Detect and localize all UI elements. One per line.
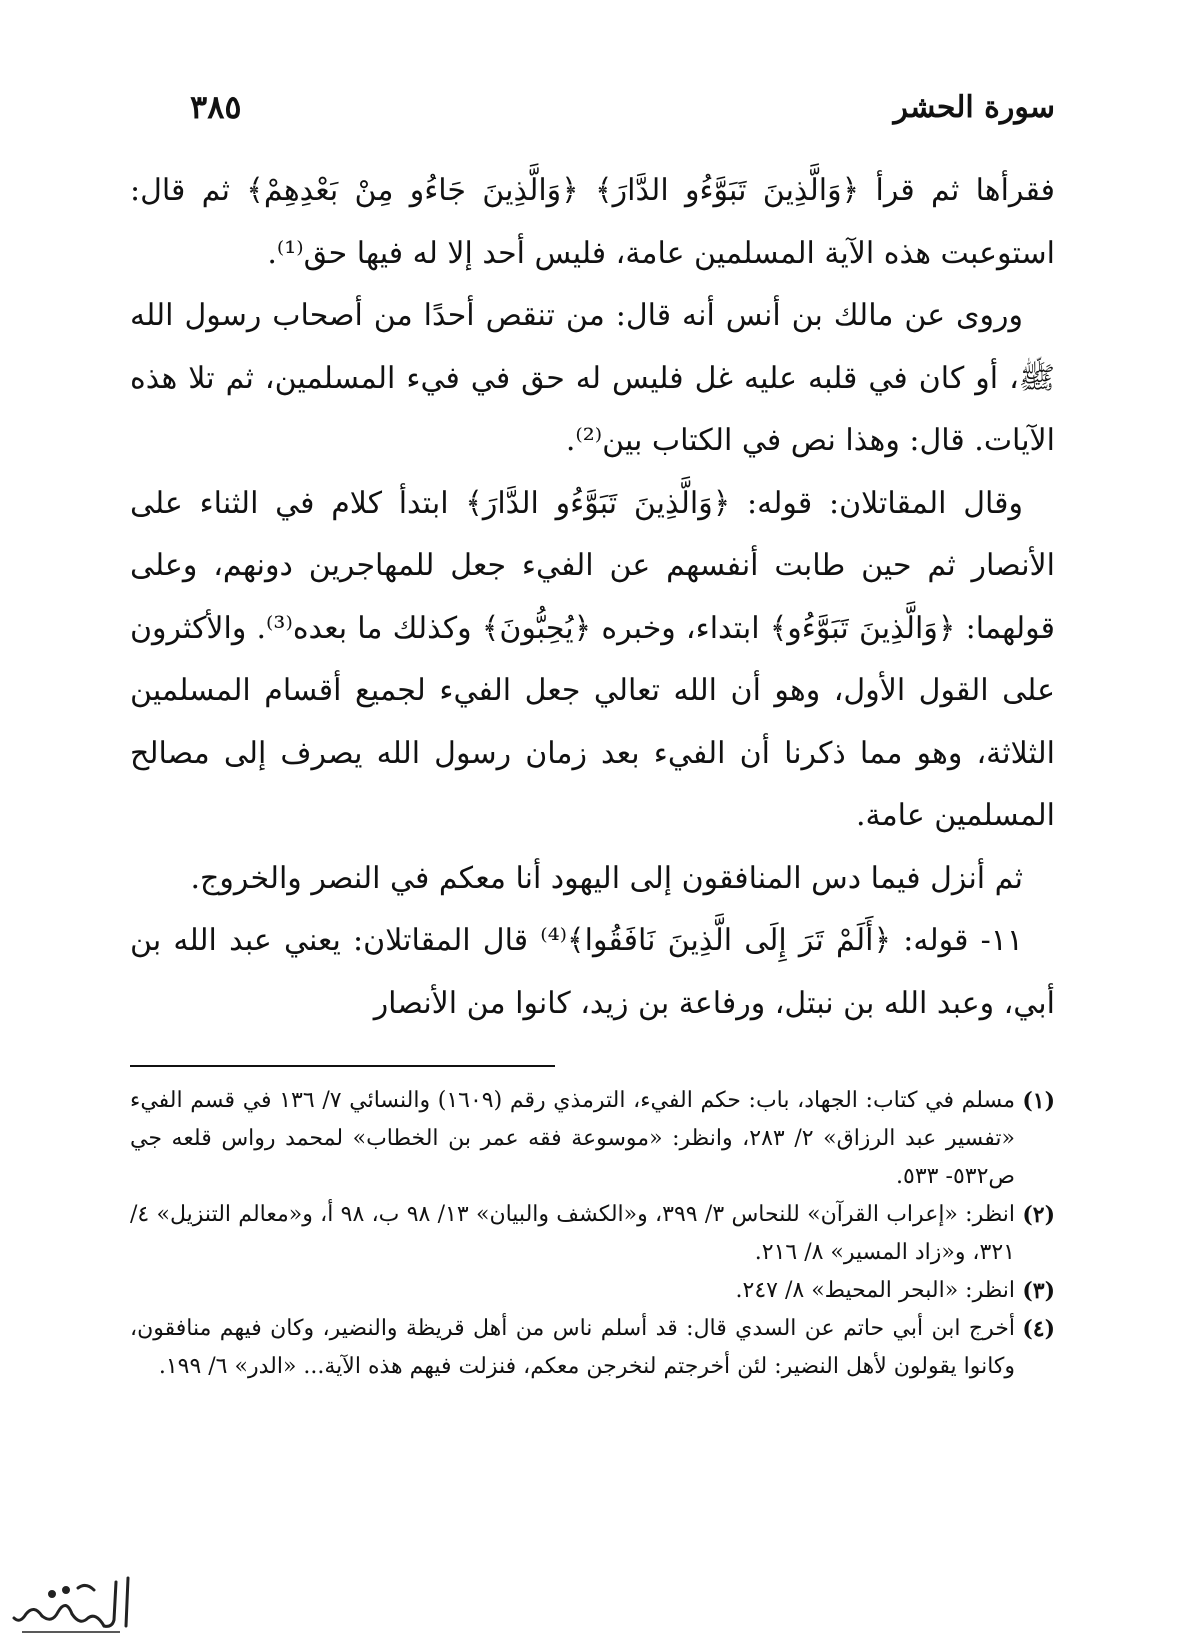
footnote-4 <box>130 1310 1055 1386</box>
watermark-logo <box>8 1568 136 1640</box>
document-page <box>130 0 1055 1650</box>
footnote-1 <box>130 1082 1055 1196</box>
footnote-number: (١) <box>1022 1088 1055 1114</box>
footnote-text: انظر: «إعراب القرآن» للنحاس ٣/ ٣٩٩، و«الكشف والبيان» ١٣/ ٩٨ ب، ٩٨ أ، و«معالم التنزيل» ٤/ ٣٢١، و«زاد المسير» ٨/ ٢١٦. <box>130 1202 1016 1265</box>
footnote-number: (٤) <box>1022 1316 1055 1342</box>
footnote-3 <box>130 1272 1055 1310</box>
main-text <box>130 160 1055 1035</box>
footnote-divider <box>130 1065 555 1067</box>
footnote-text: انظر: «البحر المحيط» ٨/ ٢٤٧. <box>735 1278 1015 1303</box>
logo-calligraphy-icon <box>14 1578 128 1626</box>
page-number: ٣٨٥ <box>190 88 242 126</box>
paragraph-3: وقال المقاتلان: قوله: ﴿وَالَّذِينَ تَبَوَّءُو الدَّارَ﴾ ابتدأ كلام في الثناء على الأنصار ثم حين طابت أنفسهم عن الفيء جعل للمهاجرين دونهم، وعلى قولهما: ﴿وَالَّذِينَ تَبَوَّءُو﴾ ابتداء، وخبره ﴿يُحِبُّونَ﴾ وكذلك ما بعده⁽³⁾. والأكثرون على القول الأول، وهو أن الله تعالي جعل الفيء لجميع أقسام المسلمين الثلاثة، وهو مما ذكرنا أن الفيء بعد زمان رسول الله يصرف إلى مصالح المسلمين عامة. <box>130 485 1055 833</box>
page-header <box>130 82 1055 132</box>
paragraph-1: فقرأها ثم قرأ ﴿وَالَّذِينَ تَبَوَّءُو الدَّارَ﴾ ﴿وَالَّذِينَ جَاءُو مِنْ بَعْدِهِمْ﴾ ثم قال: استوعبت هذه الآية المسلمين عامة، فليس أحد إلا له فيها حق⁽¹⁾. <box>130 173 1055 271</box>
footnote-number: (٢) <box>1022 1202 1055 1228</box>
footnote-text: أخرج ابن أبي حاتم عن السدي قال: قد أسلم ناس من أهل قريظة والنضير، وكان فيهم منافقون، وكانوا يقولون لأهل النضير: لئن أخرجتم لنخرجن معكم، فنزلت فيهم هذه الآية... «الدر» ٦/ ١٩٩. <box>130 1316 1015 1379</box>
footnote-text: مسلم في كتاب: الجهاد، باب: حكم الفيء، الترمذي رقم (١٦٠٩) والنسائي ٧/ ١٣٦ في قسم الفيء «تفسير عبد الرزاق» ٢/ ٢٨٣، وانظر: «موسوعة فقه عمر بن الخطاب» لمحمد رواس قلعه جي ص٥٣٢- ٥٣٣. <box>130 1088 1015 1189</box>
surah-title: سورة الحشر <box>893 89 1055 125</box>
footnotes <box>130 1082 1055 1386</box>
footnote-number: (٣) <box>1022 1278 1055 1304</box>
footnote-2 <box>130 1196 1055 1272</box>
paragraph-4: ثم أنزل فيما دس المنافقون إلى اليهود أنا معكم في النصر والخروج. <box>190 860 1023 896</box>
paragraph-2: وروى عن مالك بن أنس أنه قال: من تنقص أحدًا من أصحاب رسول الله ﷺ، أو كان في قلبه عليه غل فليس له حق في فيء المسلمين، ثم تلا هذه الآيات. قال: وهذا نص في الكتاب بين⁽²⁾. <box>130 298 1055 458</box>
paragraph-5: ١١- قوله: ﴿أَلَمْ تَرَ إِلَى الَّذِينَ نَافَقُوا﴾⁽⁴⁾ قال المقاتلان: يعني عبد الله بن أبي، وعبد الله بن نبتل، ورفاعة بن زيد، كانوا من الأنصار <box>130 923 1055 1021</box>
